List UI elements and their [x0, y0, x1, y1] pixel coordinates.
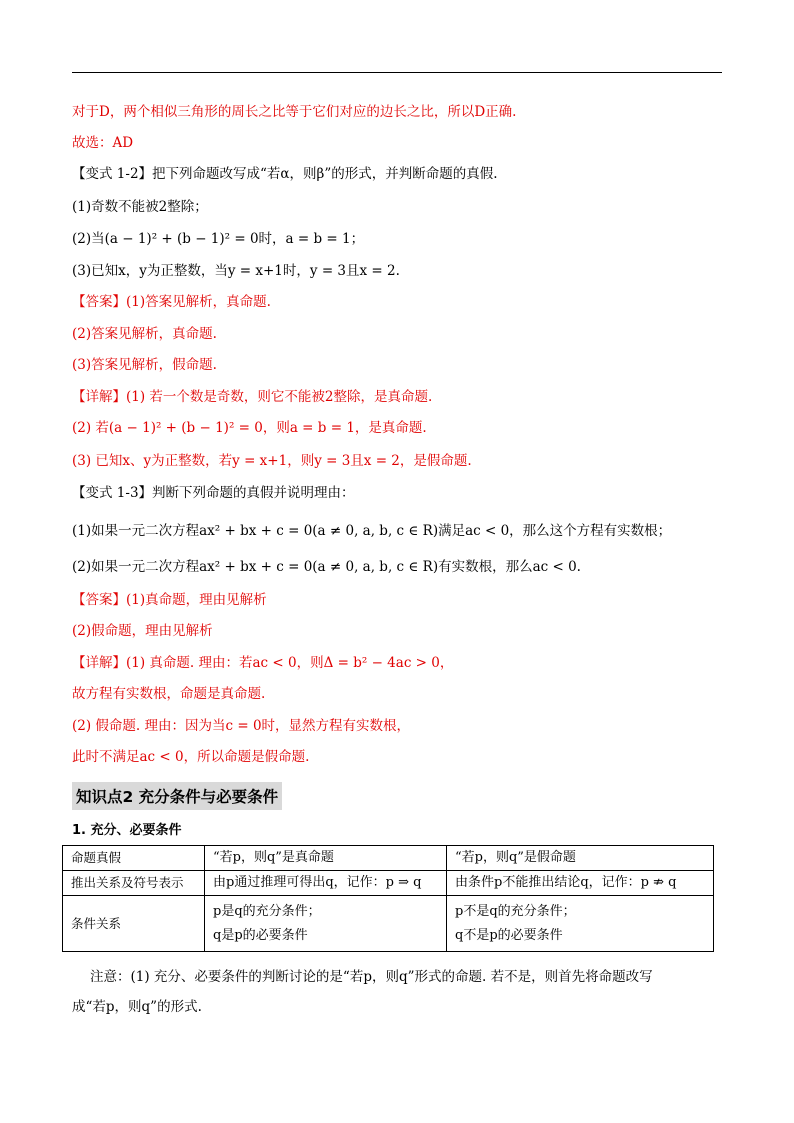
line-d: 对于D，两个相似三角形的周长之比等于它们对应的边长之比，所以D正确.	[72, 104, 517, 120]
ex13-detail-1: 【详解】(1) 真命题. 理由：若ac < 0，则Δ = b² − 4ac > 0，	[72, 655, 454, 671]
table-cell	[447, 896, 714, 952]
ex12-q3: (3)已知x，y为正整数，当y = x+1时，y = 3且x = 2.	[72, 263, 400, 279]
ex12-answer-2: (2)答案见解析，真命题.	[72, 326, 217, 342]
ex12-answer-3: (3)答案见解析，假命题.	[72, 357, 217, 373]
table-cell: “若p，则q”是假命题	[447, 846, 714, 871]
ex13-answer-2: (2)假命题，理由见解析	[72, 623, 213, 639]
note-line-1: 注意：(1) 充分、必要条件的判断讨论的是“若p，则q”形式的命题. 若不是，则首先将命题改写	[90, 969, 653, 985]
note-line-2: 成“若p，则q”的形式.	[72, 999, 202, 1015]
table-row	[63, 871, 714, 896]
ex12-title: 【变式 1-2】把下列命题改写成“若α，则β”的形式，并判断命题的真假.	[72, 166, 498, 182]
table-cell: 命题真假	[63, 846, 205, 871]
ex13-detail-2: (2) 假命题. 理由：因为当c = 0时，显然方程有实数根，	[72, 718, 411, 734]
table-cell	[205, 896, 447, 952]
ex12-q1: (1)奇数不能被2整除；	[72, 199, 208, 215]
ex13-q1: (1)如果一元二次方程ax² + bx + c = 0(a ≠ 0, a, b, c ∈ R)满足ac < 0，那么这个方程有实数根；	[72, 523, 672, 539]
table-row	[63, 896, 714, 952]
table-cell: 由条件p不能推出结论q，记作：p ⇏ q	[447, 871, 714, 896]
cell-line: q不是p的必要条件	[455, 927, 563, 943]
condition-table	[62, 845, 714, 952]
table-cell: 条件关系	[63, 896, 205, 952]
ex12-q2: (2)当(a − 1)² + (b − 1)² = 0时，a = b = 1；	[72, 231, 365, 247]
ex13-title: 【变式 1-3】判断下列命题的真假并说明理由：	[72, 485, 355, 501]
cell-line: q是p的必要条件	[213, 927, 308, 943]
table-cell: 推出关系及符号表示	[63, 871, 205, 896]
section-heading: 知识点2 充分条件与必要条件	[72, 782, 282, 810]
cell-line: p不是q的充分条件；	[455, 903, 576, 919]
ex13-detail-2b: 此时不满足ac < 0，所以命题是假命题.	[72, 749, 310, 765]
table-row	[63, 846, 714, 871]
ex12-detail-1: 【详解】(1) 若一个数是奇数，则它不能被2整除，是真命题.	[72, 389, 433, 405]
ex12-answer-1: 【答案】(1)答案见解析，真命题.	[72, 294, 271, 310]
ex12-detail-3: (3) 已知x、y为正整数，若y = x+1，则y = 3且x = 2，是假命题.	[72, 453, 472, 469]
ex13-detail-1b: 故方程有实数根，命题是真命题.	[72, 686, 266, 702]
section-subheading: 1. 充分、必要条件	[72, 823, 182, 838]
choose-answer: 故选：AD	[72, 135, 134, 151]
ex13-q2: (2)如果一元二次方程ax² + bx + c = 0(a ≠ 0, a, b, c ∈ R)有实数根，那么ac < 0.	[72, 559, 581, 575]
header-rule	[72, 72, 722, 73]
ex13-answer-1: 【答案】(1)真命题，理由见解析	[72, 592, 267, 608]
cell-line: p是q的充分条件；	[213, 903, 321, 919]
table-cell: 由p通过推理可得出q，记作：p ⇒ q	[205, 871, 447, 896]
ex12-detail-2: (2) 若(a − 1)² + (b − 1)² = 0，则a = b = 1，是真命题.	[72, 420, 427, 436]
table-cell: “若p，则q”是真命题	[205, 846, 447, 871]
